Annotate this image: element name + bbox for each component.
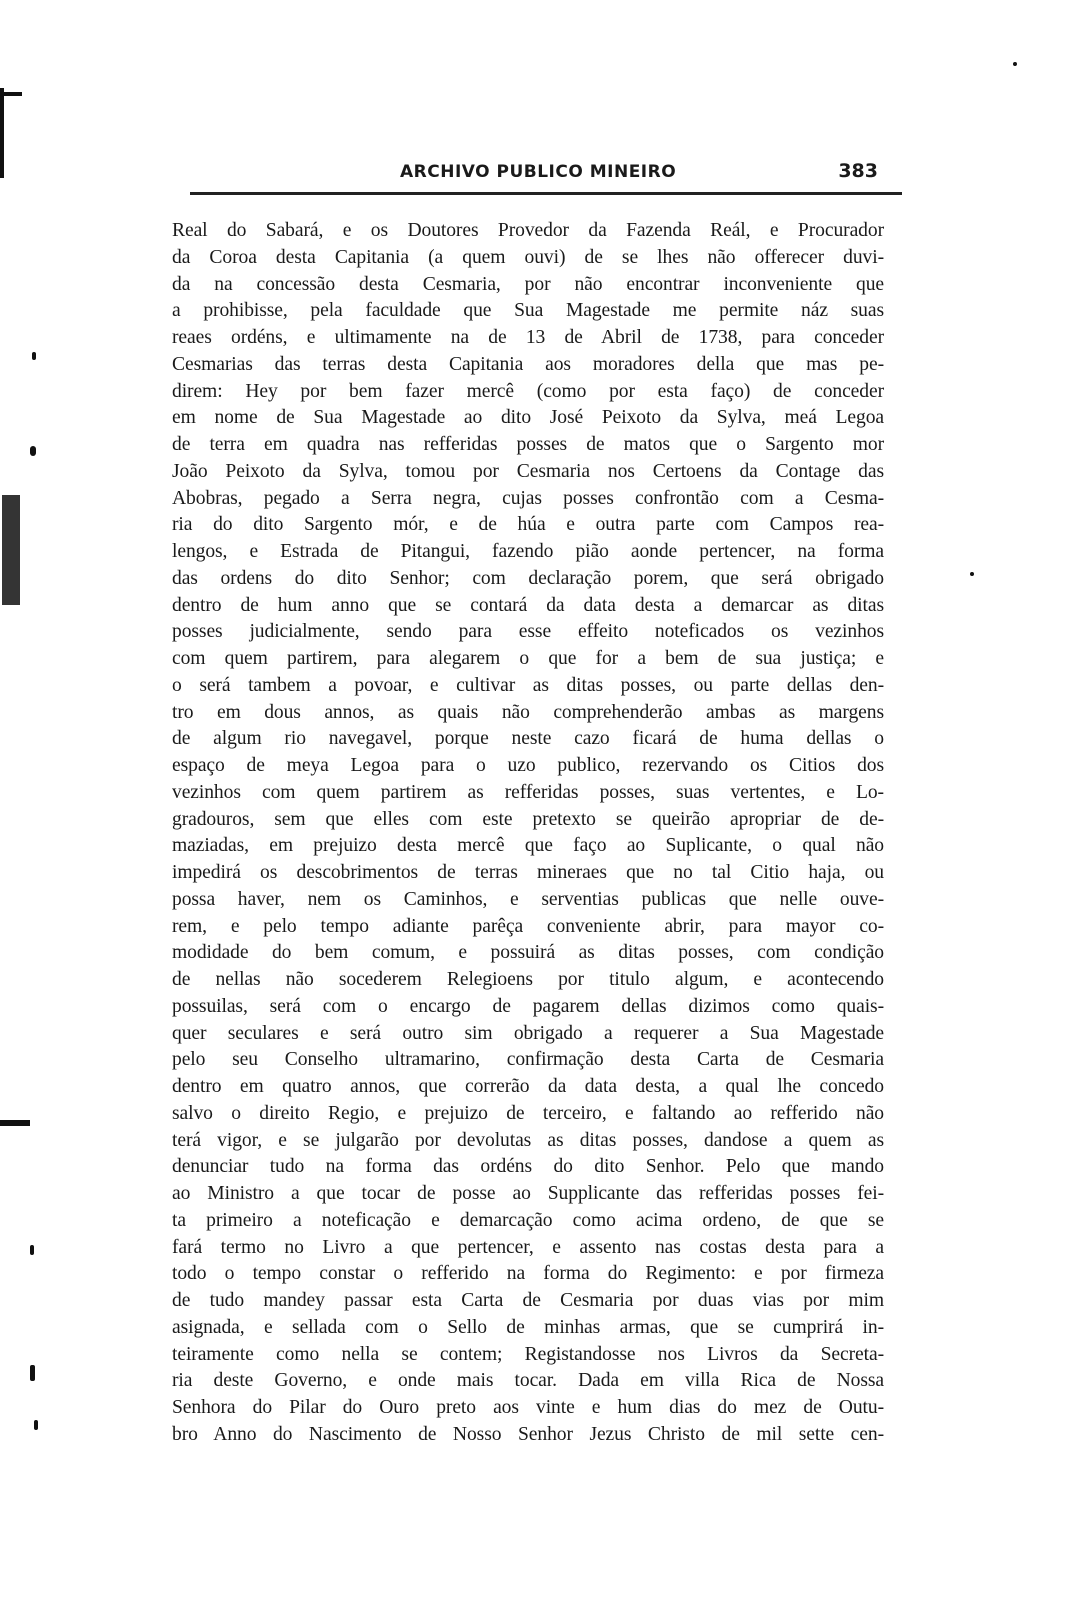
text-line: possuilas, será com o encargo de pagarem dellas dizimos como quais- [172, 995, 884, 1017]
text-line: maziadas, em prejuizo desta mercê que faço ao Suplicante, o qual não [172, 835, 884, 857]
scan-edge-mark [0, 1120, 30, 1126]
text-line: Abobras, pegado a Serra negra, cujas posses confrontão com a Cesma- [172, 487, 884, 509]
text-line: teiramente como nella se contem; Registandosse nos Livros da Secreta- [172, 1343, 884, 1365]
text-line: gradouros, sem que elles com este pretexto se queirão apropriar de de- [172, 808, 884, 830]
text-line: de tudo mandey passar esta Carta de Cesmaria por duas vias por mim [172, 1290, 884, 1311]
running-head [190, 158, 902, 190]
text-line: João Peixoto da Sylva, tomou por Cesmaria nos Certoens da Contage das [172, 460, 884, 482]
text-line: da Coroa desta Capitania (a quem ouvi) de se lhes não offerecer duvi- [172, 246, 884, 268]
text-line: Real do Sabará, e os Doutores Provedor da Fazenda Reál, e Procurador [172, 220, 884, 241]
text-line: quer seculares e será outro sim obrigado a requerer a Sua Magestade [172, 1022, 884, 1044]
text-line: ria deste Governo, e onde mais tocar. Dada em villa Rica de Nossa [172, 1370, 884, 1392]
running-title: ARCHIVO PUBLICO MINEIRO [400, 162, 677, 182]
scan-edge-mark [2, 495, 20, 605]
header-rule [190, 192, 902, 195]
text-line: ria do dito Sargento mór, e de húa e outra parte com Campos rea- [172, 514, 884, 536]
scan-edge-mark [34, 1420, 38, 1430]
text-line: tro em dous annos, as quais não comprehenderão ambas as margens [172, 701, 884, 723]
text-line: de terra em quadra nas refferidas posses de matos que o Sargento mor [172, 434, 884, 455]
text-line: modidade do bem comum, e possuirá as ditas posses, com condição [172, 942, 884, 964]
scan-edge-mark [0, 88, 4, 178]
text-line: vezinhos com quem partirem as refferidas posses, suas vertentes, e Lo- [172, 781, 884, 803]
text-line: ao Ministro a que tocar de posse ao Supplicante das refferidas posses fei- [172, 1183, 884, 1204]
text-line: denunciar tudo na forma das ordéns do dito Senhor. Pelo que mando [172, 1156, 884, 1178]
text-line: possa haver, nem os Caminhos, e serventias publicas que nelle ouve- [172, 888, 884, 910]
text-line: reaes ordéns, e ultimamente na de 13 de Abril de 1738, para conceder [172, 327, 884, 348]
text-line: fará termo no Livro a que pertencer, e assento nas costas desta para a [172, 1236, 884, 1258]
text-line: com quem partirem, para alegarem o que for a bem de sua justiça; e [172, 648, 884, 669]
text-line: pelo seu Conselho ultramarino, confirmação desta Carta de Cesmaria [172, 1049, 884, 1071]
scan-edge-mark [30, 446, 36, 456]
body-text [172, 218, 884, 1449]
scan-edge-mark [970, 572, 974, 576]
text-line: o será tambem a povoar, e cultivar as ditas posses, ou parte dellas den- [172, 674, 884, 696]
text-line: dentro em quatro annos, que correrão da data desta, a qual lhe concedo [172, 1076, 884, 1097]
text-line: Senhora do Pilar do Ouro preto aos vinte e hum dias do mez de Outu- [172, 1397, 884, 1418]
text-line: dentro de hum anno que se contará da data desta a demarcar as ditas [172, 594, 884, 616]
scan-edge-mark [1013, 62, 1017, 66]
text-line: asignada, e sellada com o Sello de minhas armas, que se cumprirá in- [172, 1316, 884, 1338]
text-line: impedirá os descobrimentos de terras mineraes que no tal Citio haja, ou [172, 862, 884, 883]
text-line: de algum rio navegavel, porque neste cazo ficará de huma dellas o [172, 728, 884, 750]
text-line: a prohibisse, pela faculdade que Sua Magestade me permite náz suas [172, 300, 884, 322]
text-line: posses judicialmente, sendo para esse effeito noteficados os vezinhos [172, 621, 884, 643]
text-line: da na concessão desta Cesmaria, por não encontrar inconveniente que [172, 273, 884, 295]
scan-edge-mark [32, 352, 36, 360]
text-line: terá vigor, e se julgarão por devolutas as ditas posses, dandose a quem as [172, 1129, 884, 1151]
text-line: rem, e pelo tempo adiante parêça conveniente abrir, para mayor co- [172, 915, 884, 937]
text-line: Cesmarias das terras desta Capitania aos moradores della que mas pe- [172, 353, 884, 375]
text-line: espaço de meya Legoa para o uzo publico, rezervando os Citios dos [172, 755, 884, 776]
text-line: bro Anno do Nascimento de Nosso Senhor Jezus Christo de mil sette cen- [172, 1423, 884, 1445]
page-number: 383 [838, 160, 878, 182]
scan-edge-mark [30, 1365, 35, 1381]
text-line: lengos, e Estrada de Pitangui, fazendo pião aonde pertencer, na forma [172, 541, 884, 562]
scan-edge-mark [30, 1245, 34, 1255]
text-line: de nellas não socederem Relegioens por titulo algum, e acontecendo [172, 969, 884, 990]
scan-edge-mark [0, 92, 22, 96]
text-line: direm: Hey por bem fazer mercê (como por esta faço) de conceder [172, 380, 884, 402]
text-line: ta primeiro a noteficação e demarcação como acima ordeno, de que se [172, 1209, 884, 1231]
text-line: em nome de Sua Magestade ao dito José Peixoto da Sylva, meá Legoa [172, 407, 884, 429]
text-line: das ordens do dito Senhor; com declaração porem, que será obrigado [172, 567, 884, 589]
text-line: todo o tempo constar o refferido na forma do Regimento: e por firmeza [172, 1263, 884, 1285]
text-line: salvo o direito Regio, e prejuizo de terceiro, e faltando ao refferido não [172, 1102, 884, 1124]
